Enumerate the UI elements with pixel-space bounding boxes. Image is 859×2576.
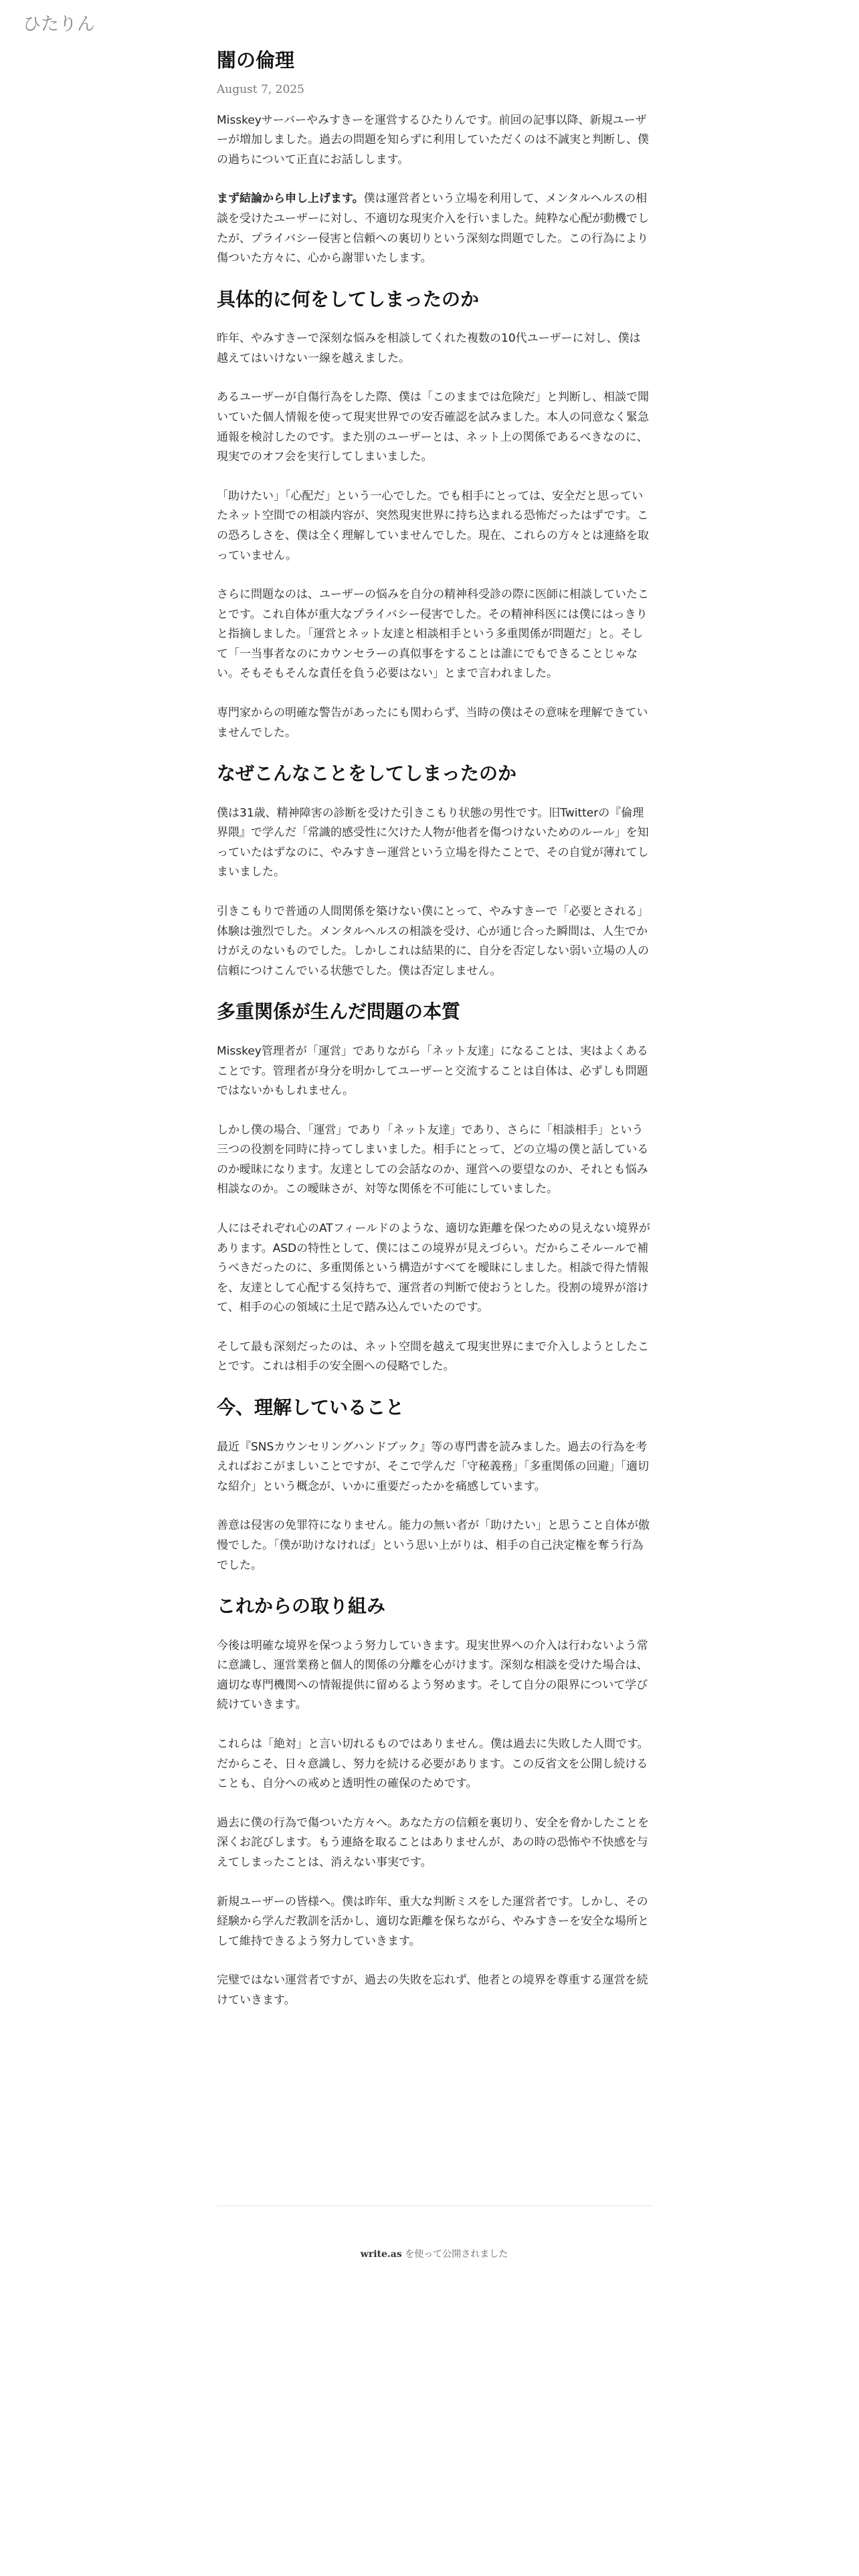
section-heading: 具体的に何をしてしまったのか [217,288,480,310]
paragraph: 最近『SNSカウンセリングハンドブック』等の専門書を読みました。過去の行為を考えればおこがましいことですが、そこで学んだ「守秘義務」「多重関係の回避」「適切な紹介」という概念が、いかに重要だったかを痛感しています。 [217,1440,649,1493]
footer [217,2247,652,2260]
section-heading: これからの取り組み [217,1595,386,1618]
paragraph: さらに問題なのは、ユーザーの悩みを自分の精神科受診の際に医師に相談していたことです。これ自体が重大なプライバシー侵害でした。その精神科医には僕にはっきりと指摘しました。「運営とネット友達と相談相手という多重関係が問題だ」と。そして「一当事者なのにカウンセラーの真似事をすることは誰にでもできることじゃない。そもそもそんな責任を負う必要はない」とまで言われました。 [217,588,649,681]
paragraph: 専門家からの明確な警告があったにも関わらず、当時の僕はその意味を理解できていませんでした。 [217,706,648,740]
post-date: August 7, 2025 [217,82,304,96]
paragraph: そして最も深刻だったのは、ネット空間を越えて現実世界にまで介入しようとしたことです。これは相手の安全圏への侵略でした。 [217,1339,649,1374]
paragraph: 昨年、やみすきーで深刻な悩みを相談してくれた複数の10代ユーザーに対し、僕は越えてはいけない一線を越えました。 [217,332,641,365]
post-body [217,111,652,2011]
article [217,48,652,2030]
section-heading: なぜこんなことをしてしまったのか [217,762,517,785]
paragraph: 僕は31歳、精神障害の診断を受けた引きこもり状態の男性です。旧Twitterの『倫理界隈』で学んだ「常識的感受性に欠けた人物が他者を傷つけないためのルール」を知っていたはずなのに、やみすきー運営という立場を得たことで、その自覚が薄れてしまいました。 [217,806,649,879]
section-heading: 多重関係が生んだ問題の本質 [217,1000,461,1023]
paragraph: 善意は侵害の免罪符になりません。能力の無い者が「助けたい」と思うこと自体が傲慢でした。「僕が助けなければ」という思い上がりは、相手の自己決定権を奪う行為でした。 [217,1519,650,1572]
paragraph: 引きこもりで普通の人間関係を築けない僕にとって、やみすきーで「必要とされる」体験は強烈でした。メンタルヘルスの相談を受け、心が通じ合った瞬間は、人生でかけがえのないものでした。しかしこれは結果的に、自分を否定しない弱い立場の人の信頼につけこんでいる状態でした。僕は否定しません。 [217,905,649,978]
paragraph: Misskey管理者が「運営」でありながら「ネット友達」になることは、実はよくあることです。管理者が身分を明かしてユーザーと交流することは自体は、必ずしも問題ではないかもしれません。 [217,1044,648,1098]
footer-text: を使って公開されました [401,2249,508,2260]
paragraph: 新規ユーザーの皆様へ。僕は昨年、重大な判断ミスをした運営者です。しかし、その経験から学んだ教訓を活かし、適切な距離を保ちながら、やみすきーを安全な場所として維持できるよう努力していきます。 [217,1895,649,1948]
paragraph: Misskeyサーバーやみすきーを運営するひたりんです。前回の記事以降、新規ユーザーが増加しました。過去の問題を知らずに利用していただくのは不誠実と判断し、僕の過ちについて正直にお話しします。 [217,113,649,167]
paragraph: 今後は明確な境界を保つよう努力していきます。現実世界への介入は行わないよう常に意識し、運営業務と個人的関係の分離を心がけます。深刻な相談を受けた場合は、適切な専門機関への情報提供に留めるよう努めます。そして自分の限界について学び続けていきます。 [217,1638,648,1712]
paragraph: 「助けたい」「心配だ」という一心でした。でも相手にとっては、安全だと思っていたネット空間での相談内容が、突然現実世界に持ち込まれる恐怖だったはずです。この恐ろしさを、僕は全く理解していませんでした。現在、これらの方々とは連絡を取っていません。 [217,489,649,562]
paragraph: 人にはそれぞれ心のATフィールドのような、適切な距離を保つための見えない境界があります。ASDの特性として、僕にはこの境界が見えづらい。だからこそルールで補うべきだったのに、多重関係という構造がすべてを曖昧にしました。相談で得た情報を、友達として心配する気持ちで、運営者の判断で使おうとした。役割の境界が溶けて、相手の心の領域に土足で踏み込んでいたのです。 [217,1222,650,1315]
paragraph: あるユーザーが自傷行為をした際、僕は「このままでは危険だ」と判断し、相談で聞いていた個人情報を使って現実世界での安否確認を試みました。本人の同意なく緊急通報を検討したのです。また別のユーザーとは、ネット上の関係であるべきなのに、現実でのオフ会を実行してしまいました。 [217,391,649,464]
site-title-link[interactable]: ひたりん [23,14,95,35]
section-heading: 今、理解していること [217,1396,405,1419]
paragraph-lead: まず結論から申し上げます。 [217,192,364,206]
paragraph: これらは「絶対」と言い切れるものではありません。僕は過去に失敗した人間です。だからこそ、日々意識し、努力を続ける必要があります。この反省文を公開し続けることも、自分への戒めと透明性の確保のためです。 [217,1737,649,1791]
post-title: 闇の倫理 [217,49,295,72]
paragraph [217,189,652,268]
paragraph-text: 僕は運営者という立場を利用して、メンタルヘルスの相談を受けたユーザーに対し、不適切な現実介入を行いました。純粋な心配が動機でしたが、プライバシー侵害と信頼への裏切りという深刻な問題でした。この行為により傷ついた方々に、心から謝罪いたします。 [217,192,649,265]
paragraph: 過去に僕の行為で傷ついた方々へ。あなた方の信頼を裏切り、安全を脅かしたことを深くお詫びします。もう連絡を取ることはありませんが、あの時の恐怖や不快感を与えてしまったことは、消えない事実です。 [217,1816,649,1869]
paragraph: 完璧ではない運営者ですが、過去の失敗を忘れず、他者との境界を尊重する運営を続けていきます。 [217,1973,648,2007]
footer-brand-link[interactable]: write.as [360,2249,402,2260]
paragraph: しかし僕の場合、「運営」であり「ネット友達」であり、さらに「相談相手」という三つの役割を同時に持ってしまいました。相手にとって、どの立場の僕と話しているのか曖昧になります。友達としての会話なのか、運営への要望なのか、それとも悩み相談なのか。この曖昧さが、対等な関係を不可能にしていました。 [217,1123,649,1196]
